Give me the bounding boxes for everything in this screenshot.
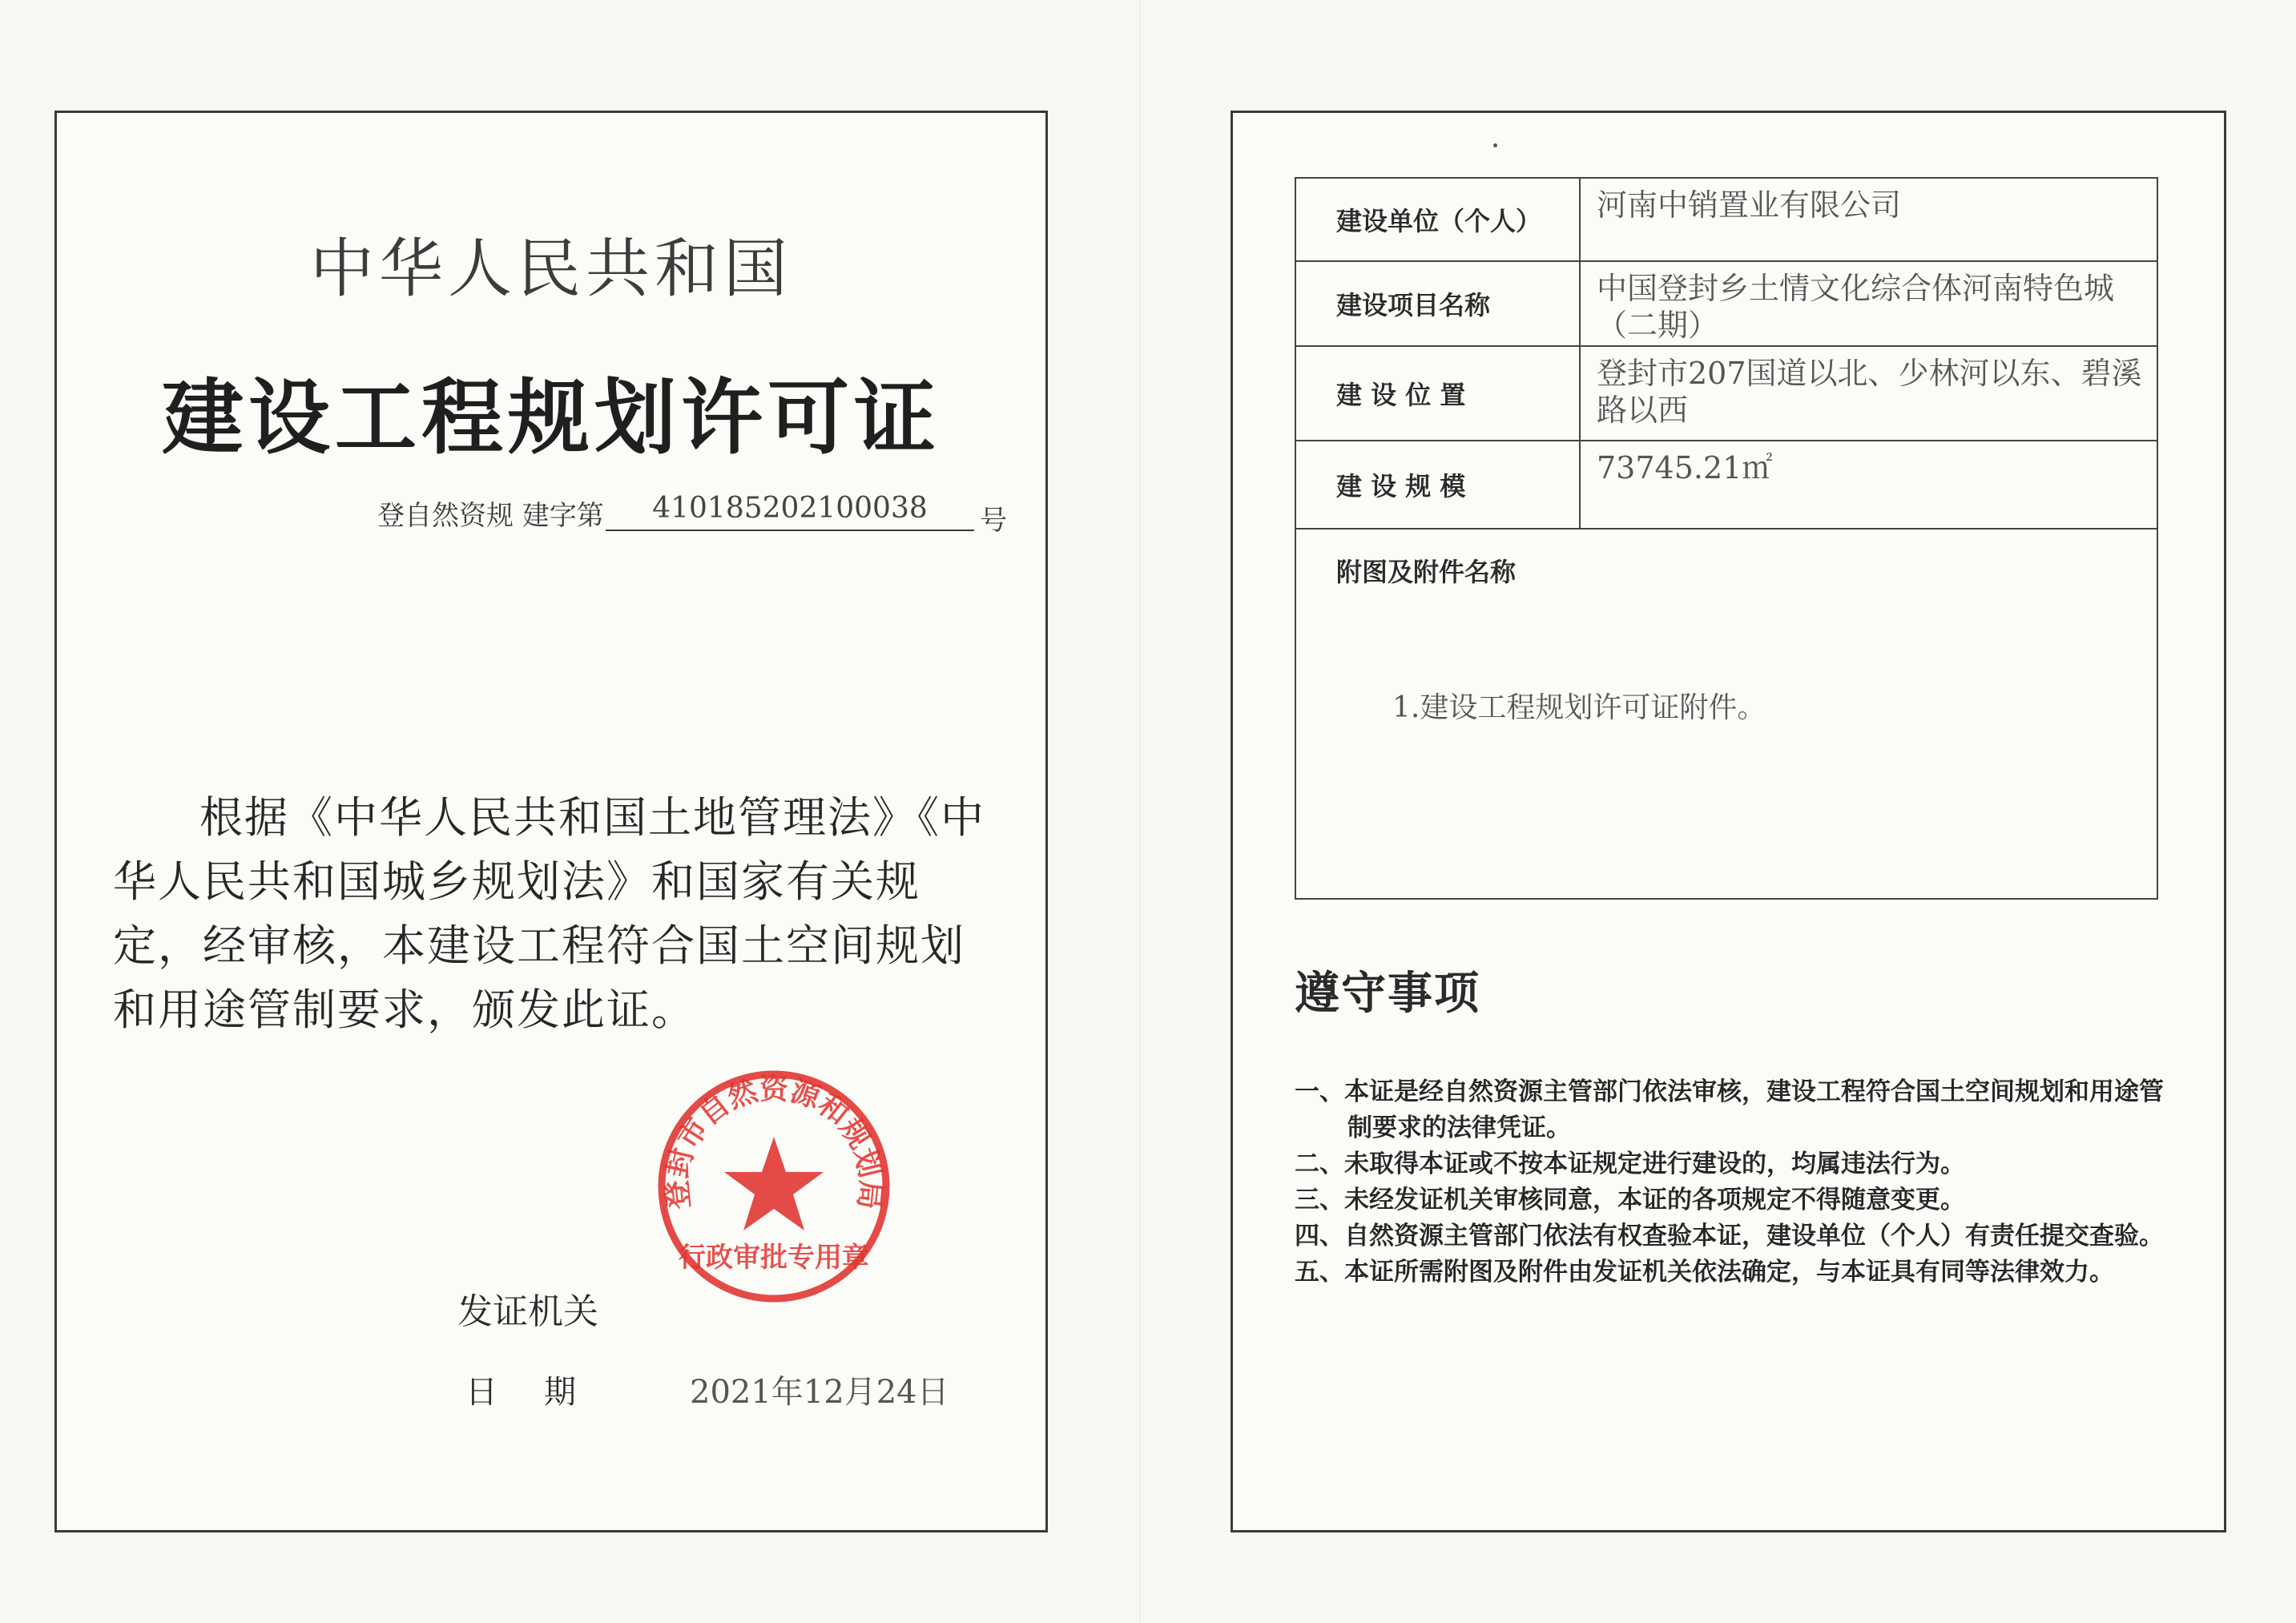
project-info-table	[1295, 177, 2158, 900]
notes-title: 遵守事项	[1295, 968, 1480, 1020]
certificate-number-row	[377, 481, 1018, 538]
row-label: 建 设 位 置	[1295, 346, 1580, 441]
row-value: 73745.21㎡	[1580, 441, 2157, 529]
row-label: 建设单位（个人）	[1295, 178, 1580, 261]
legal-basis-text: 根据《中华人民共和国土地管理法》《中华人民共和国城乡规划法》和国家有关规定，经审核，本建设工程符合国土空间规划和用途管制要求，颁发此证。	[113, 792, 985, 1035]
notes-list	[1295, 1074, 2184, 1291]
country-name: 中华人民共和国	[310, 232, 792, 306]
row-value: 登封市207国道以北、少林河以东、碧溪路以西	[1580, 346, 2157, 441]
attachments-row	[1295, 529, 2157, 899]
issuer-label: 发证机关	[457, 1291, 598, 1332]
svg-text:行政审批专用章: 行政审批专用章	[679, 1242, 869, 1274]
table-row	[1295, 346, 2157, 441]
scan-speck	[1493, 143, 1497, 147]
table-row	[1295, 261, 2157, 346]
official-seal-stamp	[654, 1066, 894, 1307]
certificate-title: 建设工程规划许可证	[162, 371, 941, 466]
certificate-cover-page	[54, 111, 1048, 1532]
attachment-item: 1.建设工程规划许可证附件。	[1392, 691, 1766, 724]
note-item: 二、未取得本证或不按本证规定进行建设的，均属违法行为。	[1295, 1150, 1965, 1178]
row-label: 建设项目名称	[1295, 261, 1580, 346]
page-fold	[1139, 0, 1141, 1623]
row-value: 中国登封乡土情文化综合体河南特色城（二期）	[1580, 261, 2157, 346]
attachments-cell	[1295, 529, 2157, 899]
note-item: 一、本证是经自然资源主管部门依法审核，建设工程符合国土空间规划和用途管制要求的法律凭证。	[1295, 1077, 2164, 1142]
row-value: 河南中销置业有限公司	[1580, 178, 2157, 261]
note-item: 四、自然资源主管部门依法有权查验本证，建设单位（个人）有责任提交查验。	[1295, 1222, 2164, 1250]
number-suffix: 号	[980, 505, 1007, 537]
date-label: 日期	[465, 1374, 622, 1411]
attachments-label: 附图及附件名称	[1336, 557, 1517, 587]
certificate-number: 410185202100038	[606, 492, 974, 531]
note-item: 五、本证所需附图及附件由发证机关依法确定，与本证具有同等法律效力。	[1295, 1258, 2114, 1287]
svg-text:登封市自然资源和规划局: 登封市自然资源和规划局	[660, 1073, 888, 1211]
certificate-details-page	[1231, 111, 2226, 1532]
table-row	[1295, 441, 2157, 529]
issue-date: 2021年12月24日	[690, 1374, 949, 1411]
note-item: 三、未经发证机关审核同意，本证的各项规定不得随意变更。	[1295, 1186, 1965, 1214]
row-label: 建 设 规 模	[1295, 441, 1580, 529]
table-row	[1295, 178, 2157, 261]
number-prefix: 登自然资规 建字第	[377, 500, 604, 532]
